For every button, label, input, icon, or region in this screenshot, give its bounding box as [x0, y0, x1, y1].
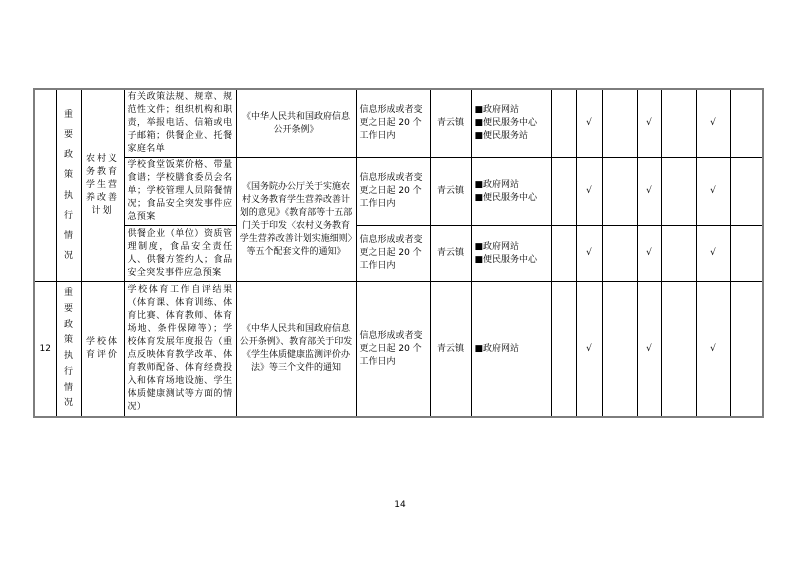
cell-channels [471, 226, 551, 282]
check-cell [730, 226, 763, 282]
check-cell: √ [696, 158, 730, 226]
check-cell: √ [637, 158, 661, 226]
check-cell [602, 158, 637, 226]
channel-item: ■政府网站 [474, 241, 520, 252]
information-disclosure-table [33, 88, 764, 418]
cell-content: 学校食堂饭菜价格、带量食谱；学校膳食委员会名单；学校管理人员陪餐情况；食品安全突发事件应急预案 [124, 158, 236, 226]
cell-subject: 青云镇 [430, 282, 471, 417]
check-cell: √ [576, 158, 602, 226]
cell-channels [471, 89, 551, 158]
cell-channels [471, 282, 551, 417]
check-cell: √ [696, 226, 730, 282]
check-cell: √ [696, 89, 730, 158]
cell-subject: 青云镇 [430, 158, 471, 226]
check-cell: √ [637, 282, 661, 417]
table-row [34, 282, 763, 417]
table-row [34, 226, 763, 282]
check-cell [551, 226, 576, 282]
check-cell [730, 282, 763, 417]
channel-item: ■便民服务中心 [474, 254, 538, 265]
cell-time-limit: 信息形成或者变更之日起 20 个工作日内 [356, 158, 430, 226]
check-cell [551, 158, 576, 226]
cell-serial: 12 [34, 282, 56, 417]
table-row [34, 89, 763, 158]
cell-channels [471, 158, 551, 226]
check-cell [730, 158, 763, 226]
cell-category [56, 282, 81, 417]
cell-content: 供餐企业（单位）资质管理制度，食品安全责任人、供餐方签约人；食品安全突发事件应急预案 [124, 226, 236, 282]
cell-time-limit: 信息形成或者变更之日起 20 个工作日内 [356, 282, 430, 417]
check-cell: √ [637, 89, 661, 158]
table-row [34, 158, 763, 226]
channel-item: ■政府网站 [474, 105, 520, 116]
cell-subject: 青云镇 [430, 89, 471, 158]
check-cell: √ [576, 282, 602, 417]
cell-basis: 《国务院办公厅关于实施农村义务教育学生营养改善计划的意见》《教育部等十五部门关于印发〈农村义务教育学生营养改善计划实施细则〉等五个配套文件的通知》 [236, 158, 356, 282]
check-cell [602, 89, 637, 158]
cell-topic: 学校体育评价 [81, 282, 124, 417]
channel-item: ■便民服务站 [474, 131, 529, 142]
check-cell: √ [576, 226, 602, 282]
category-label: 重要政策执行情况 [63, 109, 73, 262]
cell-category [56, 89, 81, 282]
check-cell [602, 226, 637, 282]
category-label: 重要政策执行情况 [63, 288, 73, 409]
cell-basis: 《中华人民共和国政府信息公开条例》 [236, 89, 356, 158]
check-cell [661, 282, 696, 417]
check-cell [661, 158, 696, 226]
cell-time-limit: 信息形成或者变更之日起 20 个工作日内 [356, 226, 430, 282]
check-cell [551, 89, 576, 158]
check-cell [730, 89, 763, 158]
cell-topic: 农村义务教育学生营养改善计划 [81, 89, 124, 282]
cell-content: 学校体育工作自评结果（体育课、体育训练、体育比赛、体育教师、体育场地、条件保障等）；学校体育发展年度报告（重点反映体育教学改革、体育教师配备、体育经费投入和体育场地设施、学生体质健康测试等方面的情况） [124, 282, 236, 417]
check-cell: √ [696, 282, 730, 417]
channel-item: ■政府网站 [474, 179, 520, 190]
cell-basis: 《中华人民共和国政府信息公开条例》、教育部关于印发《学生体质健康监测评价办法》等三个文件的通知 [236, 282, 356, 417]
cell-subject: 青云镇 [430, 226, 471, 282]
check-cell: √ [576, 89, 602, 158]
check-cell [602, 282, 637, 417]
cell-content: 有关政策法规、规章、规范性文件；组织机构和职责，举报电话、信箱或电子邮箱；供餐企业、托餐家庭名单 [124, 89, 236, 158]
check-cell [661, 226, 696, 282]
channel-item: ■便民服务中心 [474, 118, 538, 129]
cell-serial [34, 89, 56, 282]
channel-item: ■便民服务中心 [474, 192, 538, 203]
check-cell [551, 282, 576, 417]
check-cell: √ [637, 226, 661, 282]
check-cell [661, 89, 696, 158]
cell-time-limit: 信息形成或者变更之日起 20 个工作日内 [356, 89, 430, 158]
channel-item: ■政府网站 [474, 343, 520, 354]
page-number: 14 [394, 500, 406, 510]
